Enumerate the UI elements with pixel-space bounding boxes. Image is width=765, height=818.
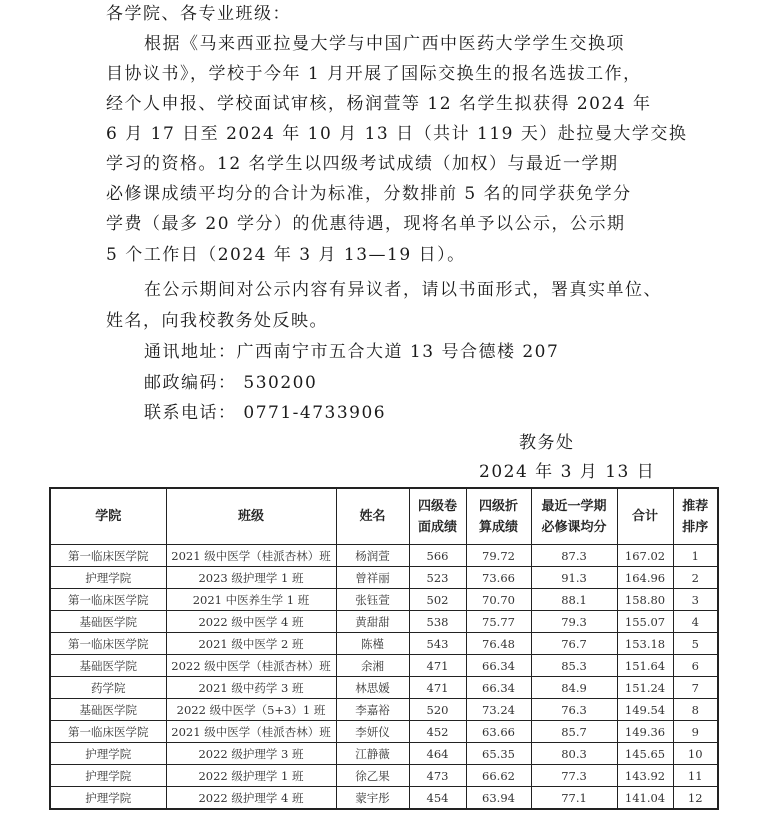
column-header-recent-semester-average — [531, 488, 617, 545]
paragraph2-line: 在公示期间对公示内容有异议者，请以书面形式，署真实单位、 — [144, 280, 662, 300]
column-header-text: 推荐 — [682, 498, 709, 514]
cell-total-score: 141.04 — [617, 787, 673, 810]
table-header-row — [50, 488, 718, 545]
cell-cet4-converted-score: 65.35 — [466, 743, 531, 765]
cell-college: 护理学院 — [50, 787, 166, 810]
cell-cet4-converted-score: 66.34 — [466, 655, 531, 677]
cell-college: 第一临床医学院 — [50, 545, 166, 567]
table-row — [50, 611, 718, 633]
column-header-text: 姓名 — [359, 509, 386, 524]
cell-recommended-rank: 6 — [673, 655, 718, 677]
table-row — [50, 655, 718, 677]
cell-college: 基础医学院 — [50, 655, 166, 677]
cell-name: 陈槿 — [336, 633, 409, 655]
column-header-text: 必修课均分 — [541, 519, 607, 535]
cell-class: 2021 级中药学 3 班 — [166, 677, 336, 699]
cell-cet4-converted-score: 73.24 — [466, 699, 531, 721]
cell-recent-semester-average: 80.3 — [531, 743, 617, 765]
cell-name: 江静薇 — [336, 743, 409, 765]
cell-class: 2022 级中医学 4 班 — [166, 611, 336, 633]
contact-phone: 联系电话： 0771-4733906 — [144, 403, 387, 423]
cell-college: 护理学院 — [50, 743, 166, 765]
cell-recommended-rank: 5 — [673, 633, 718, 655]
table-row — [50, 765, 718, 787]
column-header-college — [50, 488, 166, 545]
cell-recent-semester-average: 87.3 — [531, 545, 617, 567]
cell-cet4-converted-score: 63.66 — [466, 721, 531, 743]
cell-cet4-converted-score: 79.72 — [466, 545, 531, 567]
cell-recommended-rank: 8 — [673, 699, 718, 721]
salutation: 各学院、各专业班级： — [106, 4, 291, 24]
cell-recommended-rank: 3 — [673, 589, 718, 611]
cell-total-score: 143.92 — [617, 765, 673, 787]
column-header-text: 面成绩 — [417, 519, 457, 535]
cell-recommended-rank: 11 — [673, 765, 718, 787]
signature-office: 教务处 — [519, 433, 575, 453]
cell-name: 蒙宇彤 — [336, 787, 409, 810]
cell-total-score: 145.65 — [617, 743, 673, 765]
cell-name: 张钰萱 — [336, 589, 409, 611]
cell-college: 基础医学院 — [50, 611, 166, 633]
cell-recommended-rank: 9 — [673, 721, 718, 743]
cell-cet4-raw-score: 471 — [409, 655, 466, 677]
column-header-text: 学院 — [95, 509, 122, 524]
cell-class: 2021 级中医学（桂派杏林）班 — [166, 545, 336, 567]
paragraph1-line: 5 个工作日（2024 年 3 月 13—19 日）。 — [106, 245, 466, 265]
cell-recommended-rank: 10 — [673, 743, 718, 765]
cell-cet4-raw-score: 452 — [409, 721, 466, 743]
column-header-total-score — [617, 488, 673, 545]
cell-recommended-rank: 7 — [673, 677, 718, 699]
cell-recent-semester-average: 85.7 — [531, 721, 617, 743]
column-header-cet4-converted-score — [466, 488, 531, 545]
cell-recent-semester-average: 88.1 — [531, 589, 617, 611]
cell-recent-semester-average: 77.1 — [531, 787, 617, 810]
column-header-text: 四级卷 — [417, 498, 457, 514]
cell-total-score: 151.24 — [617, 677, 673, 699]
cell-recommended-rank: 2 — [673, 567, 718, 589]
cell-name: 余湘 — [336, 655, 409, 677]
paragraph1-line: 6 月 17 日至 2024 年 10 月 13 日（共计 119 天）赴拉曼大学交换 — [106, 124, 688, 144]
table-row — [50, 721, 718, 743]
exchange-student-table — [49, 487, 719, 810]
paragraph1-line: 学费（最多 20 学分）的优惠待遇，现将名单予以公示，公示期 — [106, 214, 626, 234]
table-row — [50, 677, 718, 699]
column-header-text: 最近一学期 — [541, 498, 607, 514]
cell-total-score: 158.80 — [617, 589, 673, 611]
table-row — [50, 545, 718, 567]
cell-total-score: 149.36 — [617, 721, 673, 743]
table-row — [50, 743, 718, 765]
paragraph1-line: 根据《马来西亚拉曼大学与中国广西中医药大学学生交换项 — [144, 34, 625, 54]
paragraph1-line: 目协议书》，学校于今年 1 月开展了国际交换生的报名选拔工作， — [106, 64, 642, 84]
cell-college: 基础医学院 — [50, 699, 166, 721]
cell-name: 李妍仪 — [336, 721, 409, 743]
cell-college: 护理学院 — [50, 765, 166, 787]
column-header-text: 排序 — [682, 519, 709, 535]
contact-address: 通讯地址：广西南宁市五合大道 13 号合德楼 207 — [144, 342, 560, 362]
cell-college: 第一临床医学院 — [50, 721, 166, 743]
column-header-cet4-raw-score — [409, 488, 466, 545]
cell-cet4-raw-score: 454 — [409, 787, 466, 810]
cell-cet4-raw-score: 520 — [409, 699, 466, 721]
cell-recent-semester-average: 91.3 — [531, 567, 617, 589]
cell-total-score: 151.64 — [617, 655, 673, 677]
cell-cet4-converted-score: 73.66 — [466, 567, 531, 589]
paragraph1-line: 学习的资格。12 名学生以四级考试成绩（加权）与最近一学期 — [106, 154, 619, 174]
cell-cet4-raw-score: 502 — [409, 589, 466, 611]
cell-class: 2023 级护理学 1 班 — [166, 567, 336, 589]
cell-name: 曾祥丽 — [336, 567, 409, 589]
signature-date: 2024 年 3 月 13 日 — [479, 462, 656, 482]
cell-name: 林思媛 — [336, 677, 409, 699]
cell-name: 杨润萱 — [336, 545, 409, 567]
cell-cet4-raw-score: 543 — [409, 633, 466, 655]
column-header-text: 四级折 — [478, 498, 518, 514]
cell-cet4-converted-score: 75.77 — [466, 611, 531, 633]
cell-name: 李嘉裕 — [336, 699, 409, 721]
column-header-class — [166, 488, 336, 545]
column-header-name — [336, 488, 409, 545]
cell-total-score: 149.54 — [617, 699, 673, 721]
cell-cet4-raw-score: 538 — [409, 611, 466, 633]
cell-recent-semester-average: 76.3 — [531, 699, 617, 721]
contact-postcode: 邮政编码： 530200 — [144, 373, 318, 393]
cell-total-score: 164.96 — [617, 567, 673, 589]
cell-name: 徐乙果 — [336, 765, 409, 787]
cell-college: 第一临床医学院 — [50, 633, 166, 655]
table-row — [50, 633, 718, 655]
cell-recent-semester-average: 77.3 — [531, 765, 617, 787]
table-row — [50, 699, 718, 721]
cell-class: 2022 级中医学（5+3）1 班 — [166, 699, 336, 721]
cell-cet4-converted-score: 63.94 — [466, 787, 531, 810]
cell-cet4-raw-score: 566 — [409, 545, 466, 567]
cell-college: 药学院 — [50, 677, 166, 699]
column-header-recommended-rank — [673, 488, 718, 545]
cell-cet4-raw-score: 523 — [409, 567, 466, 589]
cell-recommended-rank: 12 — [673, 787, 718, 810]
cell-cet4-converted-score: 70.70 — [466, 589, 531, 611]
cell-class: 2022 级护理学 4 班 — [166, 787, 336, 810]
cell-class: 2021 级中医学（桂派杏林）班 — [166, 721, 336, 743]
cell-class: 2021 中医养生学 1 班 — [166, 589, 336, 611]
cell-total-score: 153.18 — [617, 633, 673, 655]
cell-recent-semester-average: 84.9 — [531, 677, 617, 699]
cell-class: 2022 级护理学 3 班 — [166, 743, 336, 765]
column-header-text: 算成绩 — [478, 519, 518, 535]
paragraph1-line: 必修课成绩平均分的合计为标准，分数排前 5 名的同学获免学分 — [106, 184, 632, 204]
column-header-text: 合计 — [631, 509, 658, 524]
cell-cet4-raw-score: 473 — [409, 765, 466, 787]
cell-college: 护理学院 — [50, 567, 166, 589]
paragraph2-line: 姓名，向我校教务处反映。 — [106, 311, 328, 331]
table-row — [50, 567, 718, 589]
cell-recent-semester-average: 79.3 — [531, 611, 617, 633]
cell-class: 2021 级中医学 2 班 — [166, 633, 336, 655]
cell-recent-semester-average: 85.3 — [531, 655, 617, 677]
paragraph1-line: 经个人申报、学校面试审核，杨润萱等 12 名学生拟获得 2024 年 — [106, 94, 652, 114]
cell-cet4-raw-score: 471 — [409, 677, 466, 699]
cell-cet4-converted-score: 76.48 — [466, 633, 531, 655]
column-header-text: 班级 — [237, 509, 264, 524]
cell-cet4-raw-score: 464 — [409, 743, 466, 765]
table-row — [50, 589, 718, 611]
cell-name: 黄甜甜 — [336, 611, 409, 633]
table-body — [50, 545, 718, 810]
cell-class: 2022 级护理学 1 班 — [166, 765, 336, 787]
cell-recent-semester-average: 76.7 — [531, 633, 617, 655]
cell-total-score: 155.07 — [617, 611, 673, 633]
cell-recommended-rank: 1 — [673, 545, 718, 567]
cell-cet4-converted-score: 66.34 — [466, 677, 531, 699]
cell-cet4-converted-score: 66.62 — [466, 765, 531, 787]
cell-recommended-rank: 4 — [673, 611, 718, 633]
cell-class: 2022 级中医学（桂派杏林）班 — [166, 655, 336, 677]
table-row — [50, 787, 718, 810]
cell-total-score: 167.02 — [617, 545, 673, 567]
cell-college: 第一临床医学院 — [50, 589, 166, 611]
